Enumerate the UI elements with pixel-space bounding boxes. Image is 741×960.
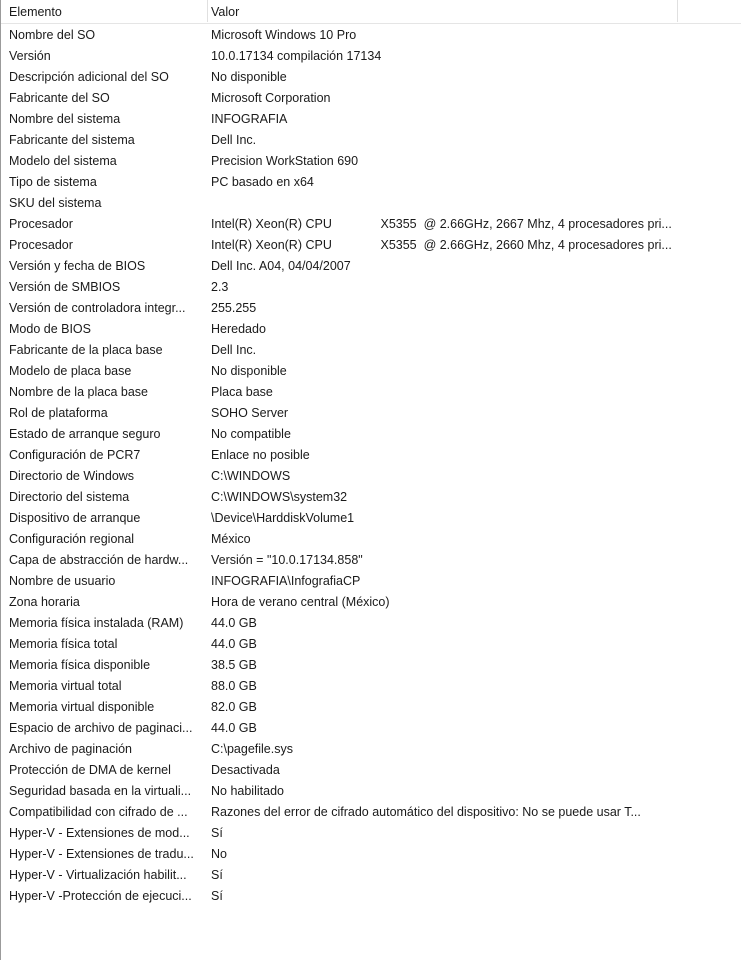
table-row[interactable] (1, 297, 741, 318)
row-element-value: 10.0.17134 compilación 17134 (211, 48, 382, 63)
row-element-value: 88.0 GB (211, 678, 257, 693)
table-row[interactable] (1, 612, 741, 633)
row-element-value: PC basado en x64 (211, 174, 314, 189)
table-row[interactable] (1, 339, 741, 360)
row-element-value: INFOGRAFIA\InfografiaCP (211, 573, 361, 588)
row-element-value: 44.0 GB (211, 720, 257, 735)
row-element-label: Procesador (9, 237, 73, 252)
row-element-value: Sí (211, 888, 223, 903)
table-row[interactable] (1, 696, 741, 717)
row-element-label: Espacio de archivo de paginaci... (9, 720, 193, 735)
row-element-label: Hyper-V - Extensiones de tradu... (9, 846, 194, 861)
table-row[interactable] (1, 318, 741, 339)
row-element-label: Memoria virtual disponible (9, 699, 155, 714)
row-element-label: Hyper-V -Protección de ejecuci... (9, 888, 192, 903)
row-element-label: Versión de controladora integr... (9, 300, 186, 315)
row-element-value: INFOGRAFIA (211, 111, 288, 126)
table-row[interactable] (1, 591, 741, 612)
row-element-value: \Device\HarddiskVolume1 (211, 510, 355, 525)
table-row[interactable] (1, 213, 741, 234)
row-element-value: Heredado (211, 321, 266, 336)
row-element-value: Enlace no posible (211, 447, 310, 462)
table-row[interactable] (1, 129, 741, 150)
table-row[interactable] (1, 255, 741, 276)
row-element-label: Nombre del sistema (9, 111, 121, 126)
row-element-value: Sí (211, 825, 223, 840)
row-element-label: Archivo de paginación (9, 741, 132, 756)
list-header (1, 0, 741, 24)
row-element-label: Versión y fecha de BIOS (9, 258, 146, 273)
row-element-value: SOHO Server (211, 405, 289, 420)
column-divider[interactable] (207, 0, 208, 22)
row-element-value: Microsoft Windows 10 Pro (211, 27, 357, 42)
row-element-value: 44.0 GB (211, 615, 257, 630)
item-list (1, 24, 741, 906)
table-row[interactable] (1, 675, 741, 696)
row-element-label: Modelo del sistema (9, 153, 117, 168)
table-row[interactable] (1, 150, 741, 171)
row-element-label: Fabricante del SO (9, 90, 110, 105)
row-element-label: Fabricante de la placa base (9, 342, 163, 357)
row-element-value: Precision WorkStation 690 (211, 153, 359, 168)
row-element-label: Hyper-V - Extensiones de mod... (9, 825, 190, 840)
row-element-value: Dell Inc. (211, 132, 257, 147)
table-row[interactable] (1, 885, 741, 906)
table-row[interactable] (1, 864, 741, 885)
row-element-label: Memoria física instalada (RAM) (9, 615, 184, 630)
column-header-valor-label: Valor (211, 4, 240, 19)
column-header-elemento-label: Elemento (9, 4, 62, 19)
row-element-label: Memoria física total (9, 636, 118, 651)
row-element-value: Placa base (211, 384, 273, 399)
row-element-label: Versión de SMBIOS (9, 279, 121, 294)
table-row[interactable] (1, 45, 741, 66)
row-element-value: Razones del error de cifrado automático del dispositivo: No se puede usar T... (211, 804, 641, 819)
row-element-label: Descripción adicional del SO (9, 69, 169, 84)
table-row[interactable] (1, 780, 741, 801)
row-element-label: Nombre de usuario (9, 573, 116, 588)
row-element-label: SKU del sistema (9, 195, 102, 210)
row-element-label: Compatibilidad con cifrado de ... (9, 804, 188, 819)
table-row[interactable] (1, 570, 741, 591)
table-row[interactable] (1, 444, 741, 465)
row-element-label: Seguridad basada en la virtuali... (9, 783, 192, 798)
column-header-valor[interactable] (208, 0, 677, 23)
row-element-value: Dell Inc. (211, 342, 257, 357)
table-row[interactable] (1, 465, 741, 486)
table-row[interactable] (1, 822, 741, 843)
row-element-value: Versión = "10.0.17134.858" (211, 552, 363, 567)
table-row[interactable] (1, 528, 741, 549)
row-element-value: 255.255 (211, 300, 257, 315)
row-element-label: Directorio del sistema (9, 489, 130, 504)
table-row[interactable] (1, 87, 741, 108)
row-element-label: Memoria física disponible (9, 657, 151, 672)
row-element-label: Dispositivo de arranque (9, 510, 141, 525)
row-element-label: Capa de abstracción de hardw... (9, 552, 189, 567)
row-element-value: Intel(R) Xeon(R) CPU X5355 @ 2.66GHz, 2660 Mhz, 4 procesadores pri... (211, 237, 672, 252)
row-element-label: Fabricante del sistema (9, 132, 135, 147)
table-row[interactable] (1, 549, 741, 570)
table-row[interactable] (1, 507, 741, 528)
row-element-value: No (211, 846, 227, 861)
table-row[interactable] (1, 24, 741, 45)
table-row[interactable] (1, 717, 741, 738)
table-row[interactable] (1, 759, 741, 780)
row-element-label: Modelo de placa base (9, 363, 132, 378)
row-element-value: Hora de verano central (México) (211, 594, 390, 609)
row-element-label: Nombre del SO (9, 27, 96, 42)
row-element-label: Configuración regional (9, 531, 135, 546)
table-row[interactable] (1, 738, 741, 759)
row-element-value: Microsoft Corporation (211, 90, 331, 105)
row-element-value: 82.0 GB (211, 699, 257, 714)
table-row[interactable] (1, 423, 741, 444)
row-element-value: C:\pagefile.sys (211, 741, 293, 756)
row-element-value: Desactivada (211, 762, 280, 777)
row-element-label: Hyper-V - Virtualización habilit... (9, 867, 187, 882)
row-element-label: Rol de plataforma (9, 405, 108, 420)
table-row[interactable] (1, 360, 741, 381)
table-row[interactable] (1, 843, 741, 864)
row-element-value: No disponible (211, 363, 287, 378)
row-element-value: México (211, 531, 251, 546)
row-element-value: C:\WINDOWS\system32 (211, 489, 348, 504)
row-element-label: Protección de DMA de kernel (9, 762, 171, 777)
row-element-label: Memoria virtual total (9, 678, 122, 693)
row-element-label: Configuración de PCR7 (9, 447, 141, 462)
table-row[interactable] (1, 402, 741, 423)
row-element-label: Zona horaria (9, 594, 80, 609)
table-row[interactable] (1, 633, 741, 654)
row-element-value: Dell Inc. A04, 04/04/2007 (211, 258, 351, 273)
table-row[interactable] (1, 381, 741, 402)
row-element-value: No habilitado (211, 783, 284, 798)
row-element-label: Modo de BIOS (9, 321, 91, 336)
table-row[interactable] (1, 192, 741, 213)
column-header-elemento[interactable] (1, 0, 208, 23)
row-element-value: Sí (211, 867, 223, 882)
table-row[interactable] (1, 171, 741, 192)
row-element-label: Nombre de la placa base (9, 384, 148, 399)
row-element-value: Intel(R) Xeon(R) CPU X5355 @ 2.66GHz, 2667 Mhz, 4 procesadores pri... (211, 216, 672, 231)
row-element-value: 2.3 (211, 279, 229, 294)
row-element-label: Estado de arranque seguro (9, 426, 161, 441)
table-row[interactable] (1, 486, 741, 507)
row-element-value: No disponible (211, 69, 287, 84)
table-row[interactable] (1, 654, 741, 675)
row-element-label: Tipo de sistema (9, 174, 97, 189)
table-row[interactable] (1, 234, 741, 255)
row-element-value: No compatible (211, 426, 291, 441)
column-divider[interactable] (677, 0, 678, 22)
row-element-label: Directorio de Windows (9, 468, 135, 483)
row-element-label: Procesador (9, 216, 73, 231)
row-element-label: Versión (9, 48, 51, 63)
row-element-value: 38.5 GB (211, 657, 257, 672)
table-row[interactable] (1, 276, 741, 297)
row-element-value: 44.0 GB (211, 636, 257, 651)
table-row[interactable] (1, 66, 741, 87)
row-element-value: C:\WINDOWS (211, 468, 291, 483)
table-row[interactable] (1, 108, 741, 129)
table-row[interactable] (1, 801, 741, 822)
